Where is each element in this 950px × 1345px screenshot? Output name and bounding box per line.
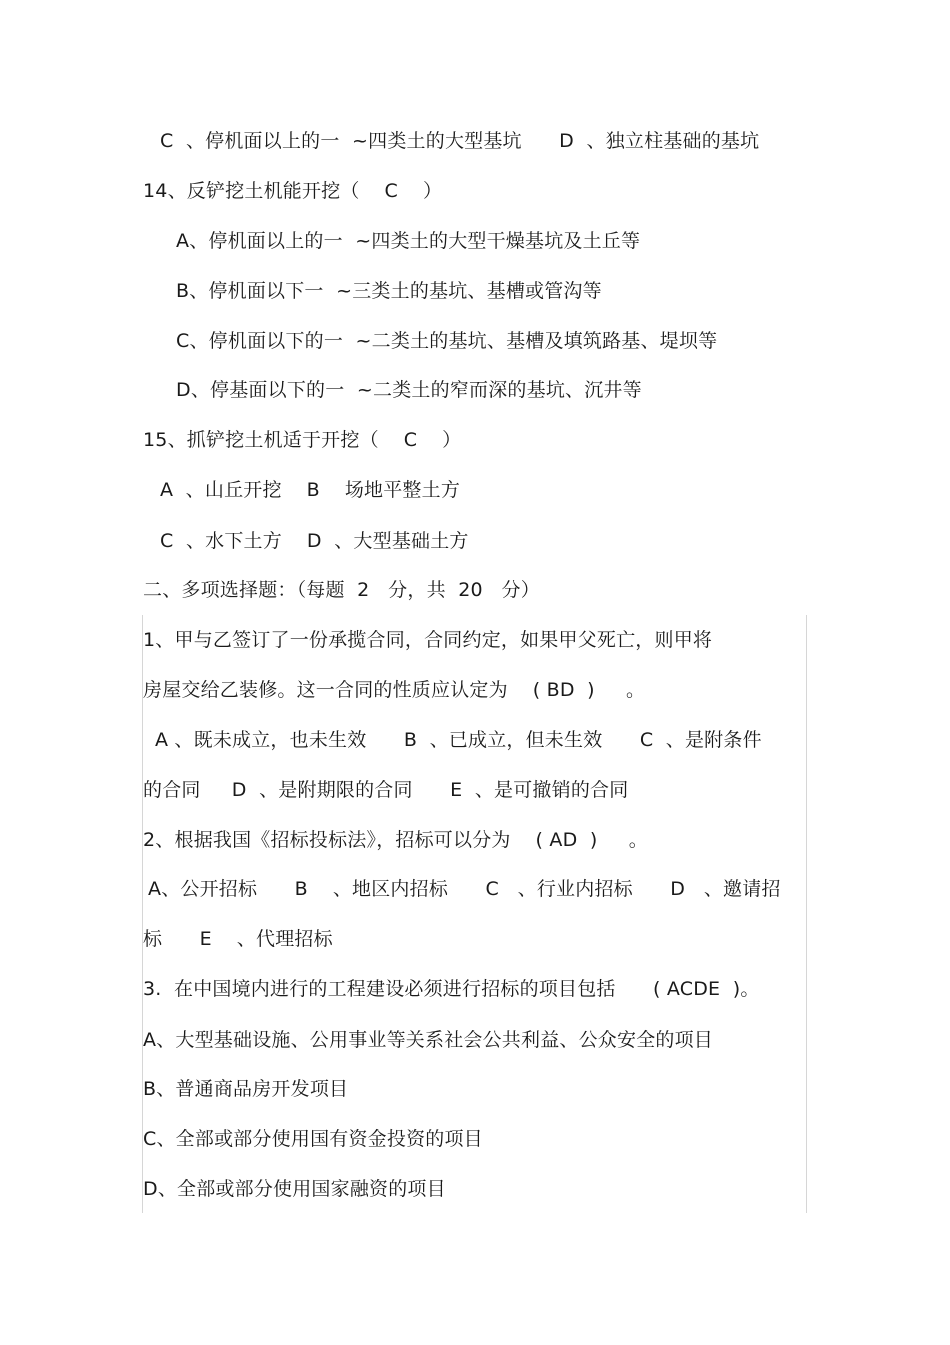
q14-option-a: A、停机面以上的一 ~四类土的大型干燥基坑及土丘等 [176,230,641,252]
q14-question: 14、反铲挖土机能开挖（ C ） [143,180,443,202]
mq1-options-line1: A 、既未成立，也未生效 B 、已成立，但未生效 C 、是附条件 [155,729,762,751]
mq2-question: 2、根据我国《招标投标法》，招标可以分为 ( AD ) 。 [143,829,648,851]
q15-question: 15、抓铲挖土机适于开挖（ C ） [143,429,462,451]
mq1-question-line1: 1、甲与乙签订了一份承揽合同，合同约定，如果甲父死亡，则甲将 [143,629,713,651]
mq3-question: 3. 在中国境内进行的工程建设必须进行招标的项目包括 ( ACDE )。 [143,978,760,1000]
mq3-option-b: B、普通商品房开发项目 [143,1078,349,1100]
q14-option-b: B、停机面以下一 ~三类土的基坑、基槽或管沟等 [176,280,602,302]
mq2-options-line2: 标 E 、代理招标 [143,928,333,950]
q15-options-ab: A 、山丘开挖 B 场地平整土方 [160,479,461,501]
mq3-option-c: C、全部或部分使用国有资金投资的项目 [143,1128,483,1150]
q14-option-c: C、停机面以下的一 ~二类土的基坑、基槽及填筑路基、堤坝等 [176,330,718,352]
q13-options-cd: C 、停机面以上的一 ~四类土的大型基坑 D 、独立柱基础的基坑 [160,130,760,152]
left-margin-rule [142,615,143,1213]
mq1-question-line2: 房屋交给乙装修。这一合同的性质应认定为 ( BD ) 。 [143,679,646,701]
mq3-option-a: A、大型基础设施、公用事业等关系社会公共利益、公众安全的项目 [143,1029,713,1051]
q14-option-d: D、停基面以下的一 ~二类土的窄而深的基坑、沉井等 [176,379,642,401]
section-heading-multiple-choice: 二、多项选择题：（每题 2 分，共 20 分） [143,579,540,601]
q15-options-cd: C 、水下土方 D 、大型基础土方 [160,530,469,552]
mq3-option-d: D、全部或部分使用国家融资的项目 [143,1178,446,1200]
mq2-options-line1: A、公开招标 B 、地区内招标 C 、行业内招标 D 、邀请招 [148,878,781,900]
right-margin-rule [806,615,807,1213]
mq1-options-line2: 的合同 D 、是附期限的合同 E 、是可撤销的合同 [143,779,629,801]
